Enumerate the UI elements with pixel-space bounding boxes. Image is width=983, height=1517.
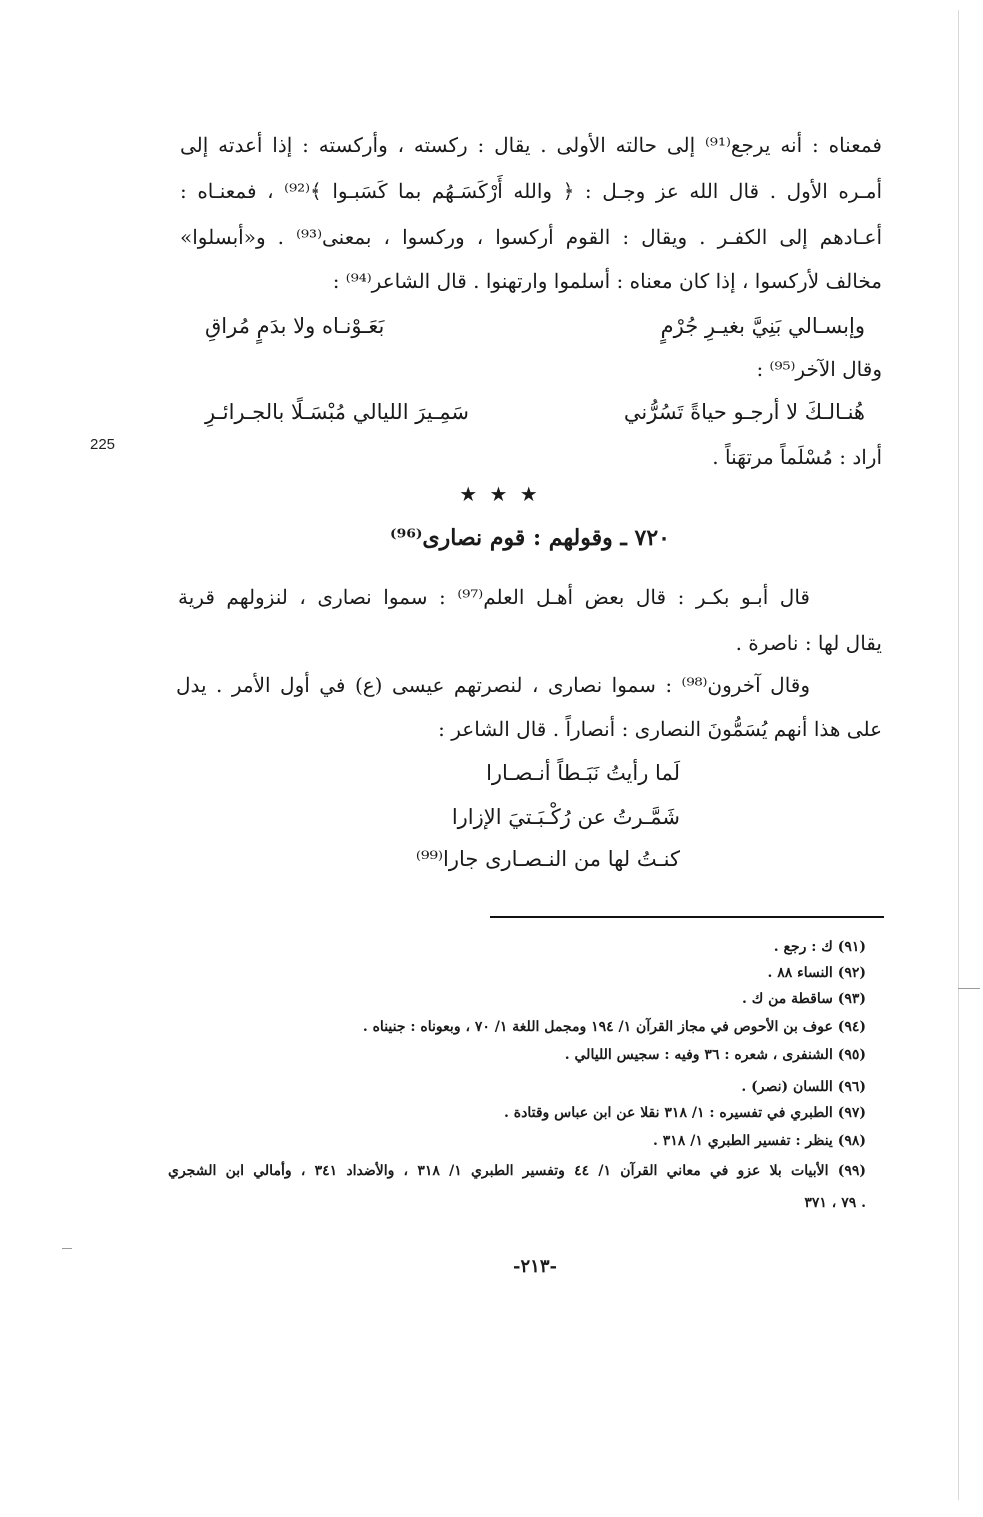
paragraph-1-line-3: أعـادهم إلى الكفـر . ويقال : القوم أركسوا ، وركسوا ، بمعنى⁽⁹³⁾ . و«أبسلوا» xyxy=(180,225,882,249)
paragraph-1-line-4: مخالف لأركسوا ، إذا كان معناه : أسلموا وارتهنوا . قال الشاعر⁽⁹⁴⁾ : xyxy=(332,269,882,293)
paragraph-1-line-1: فمعناه : أنه يرجع⁽⁹¹⁾ إلى حالته الأولى . يقال : ركسته ، وأركسته : إذا أعدته إلى xyxy=(180,133,882,157)
verse-2-first-hemistich: هُنـالـكَ لا أرجـو حياةً تَسُرُّني xyxy=(623,400,865,424)
scan-tick-right xyxy=(958,988,980,989)
footnote-93: (٩٣) ساقطة من ك . xyxy=(741,991,866,1007)
footnote-92: (٩٢) النساء ٨٨ . xyxy=(767,965,866,981)
verse-1-second-hemistich: بَعَـوْنـاه ولا بدَمٍ مُراقِ xyxy=(205,314,385,338)
meaning-line: أراد : مُسْلَماً مرتهَناً . xyxy=(712,445,882,469)
section-heading: ٧٢٠ ـ وقولهم : قوم نصارى⁽⁹⁶⁾ xyxy=(390,525,670,551)
scan-tick-left xyxy=(62,1248,72,1249)
footnote-99: (٩٩) الأبيات بلا عزو في معاني القرآن ١/ ٤٤ وتفسير الطبري ١/ ٣١٨ ، والأضداد ٣٤١ ، وأمالي ابن الشجري xyxy=(168,1163,867,1179)
page-number: -٢١٣- xyxy=(513,1256,557,1277)
footnote-95: (٩٥) الشنفرى ، شعره : ٣٦ وفيه : سجيس الليالي . xyxy=(564,1047,866,1063)
scan-mark-right xyxy=(958,10,959,1500)
footnote-separator xyxy=(490,916,884,918)
verse-1-first-hemistich: وإبسـالي بَنِيَّ بغيـرِ جُرْمٍ xyxy=(660,314,865,338)
footnote-97: (٩٧) الطبري في تفسيره : ١/ ٣١٨ نقلا عن ابن عباس وقتادة . xyxy=(504,1105,866,1121)
footnote-96: (٩٦) اللسان (نصر) . xyxy=(741,1079,866,1095)
paragraph-3-line-2: على هذا أنهم يُسَمُّونَ النصارى : أنصاراً . قال الشاعر : xyxy=(438,717,882,741)
paragraph-1-line-2: أمـره الأول . قال الله عز وجـل : ﴿ والله أَرْكَسَـهُم بما كَسَبـوا ﴾⁽⁹²⁾ ، فمعنـاه : xyxy=(180,179,882,203)
side-page-number: 225 xyxy=(90,436,116,453)
paragraph-2-line-1: قال أبـو بكـر : قال بعض أهـل العلم⁽⁹⁷⁾ : سموا نصارى ، لنزولهم قرية xyxy=(178,585,810,609)
paragraph-2-line-2: يقال لها : ناصرة . xyxy=(735,631,882,655)
poem-line-3: كنـتُ لها من النـصـارى جارا⁽⁹⁹⁾ xyxy=(415,847,680,871)
paragraph-3-line-1: وقال آخرون⁽⁹⁸⁾ : سموا نصارى ، لنصرتهم عيسى (ع) في أول الأمر . يدل xyxy=(176,673,811,697)
poem-line-1: لَما رأيتُ نَبَـطاً أنـصـارا xyxy=(486,761,680,785)
verse-2 xyxy=(205,394,865,430)
poem-line-2: شَمَّـرتُ عن رُكْـبَـتيَ الإزارا xyxy=(451,805,680,829)
footnote-91: (٩١) ك : رجع . xyxy=(773,939,866,955)
section-separator-stars: ★ ★ ★ xyxy=(459,482,541,506)
other-poet-intro: وقال الآخر⁽⁹⁵⁾ : xyxy=(756,357,882,381)
verse-1 xyxy=(205,308,865,344)
verse-2-second-hemistich: سَمِـيرَ الليالي مُبْسَـلًا بالجـرائـرِ xyxy=(205,400,470,424)
footnote-99-continued: ٧٩ ، ٣٧١ . xyxy=(804,1195,866,1211)
footnote-94: (٩٤) عوف بن الأحوص في مجاز القرآن ١/ ١٩٤ ومجمل اللغة ١/ ٧٠ ، وبعوناه : جنيناه . xyxy=(362,1019,866,1035)
footnote-98: (٩٨) ينظر : تفسير الطبري ١/ ٣١٨ . xyxy=(653,1133,866,1149)
